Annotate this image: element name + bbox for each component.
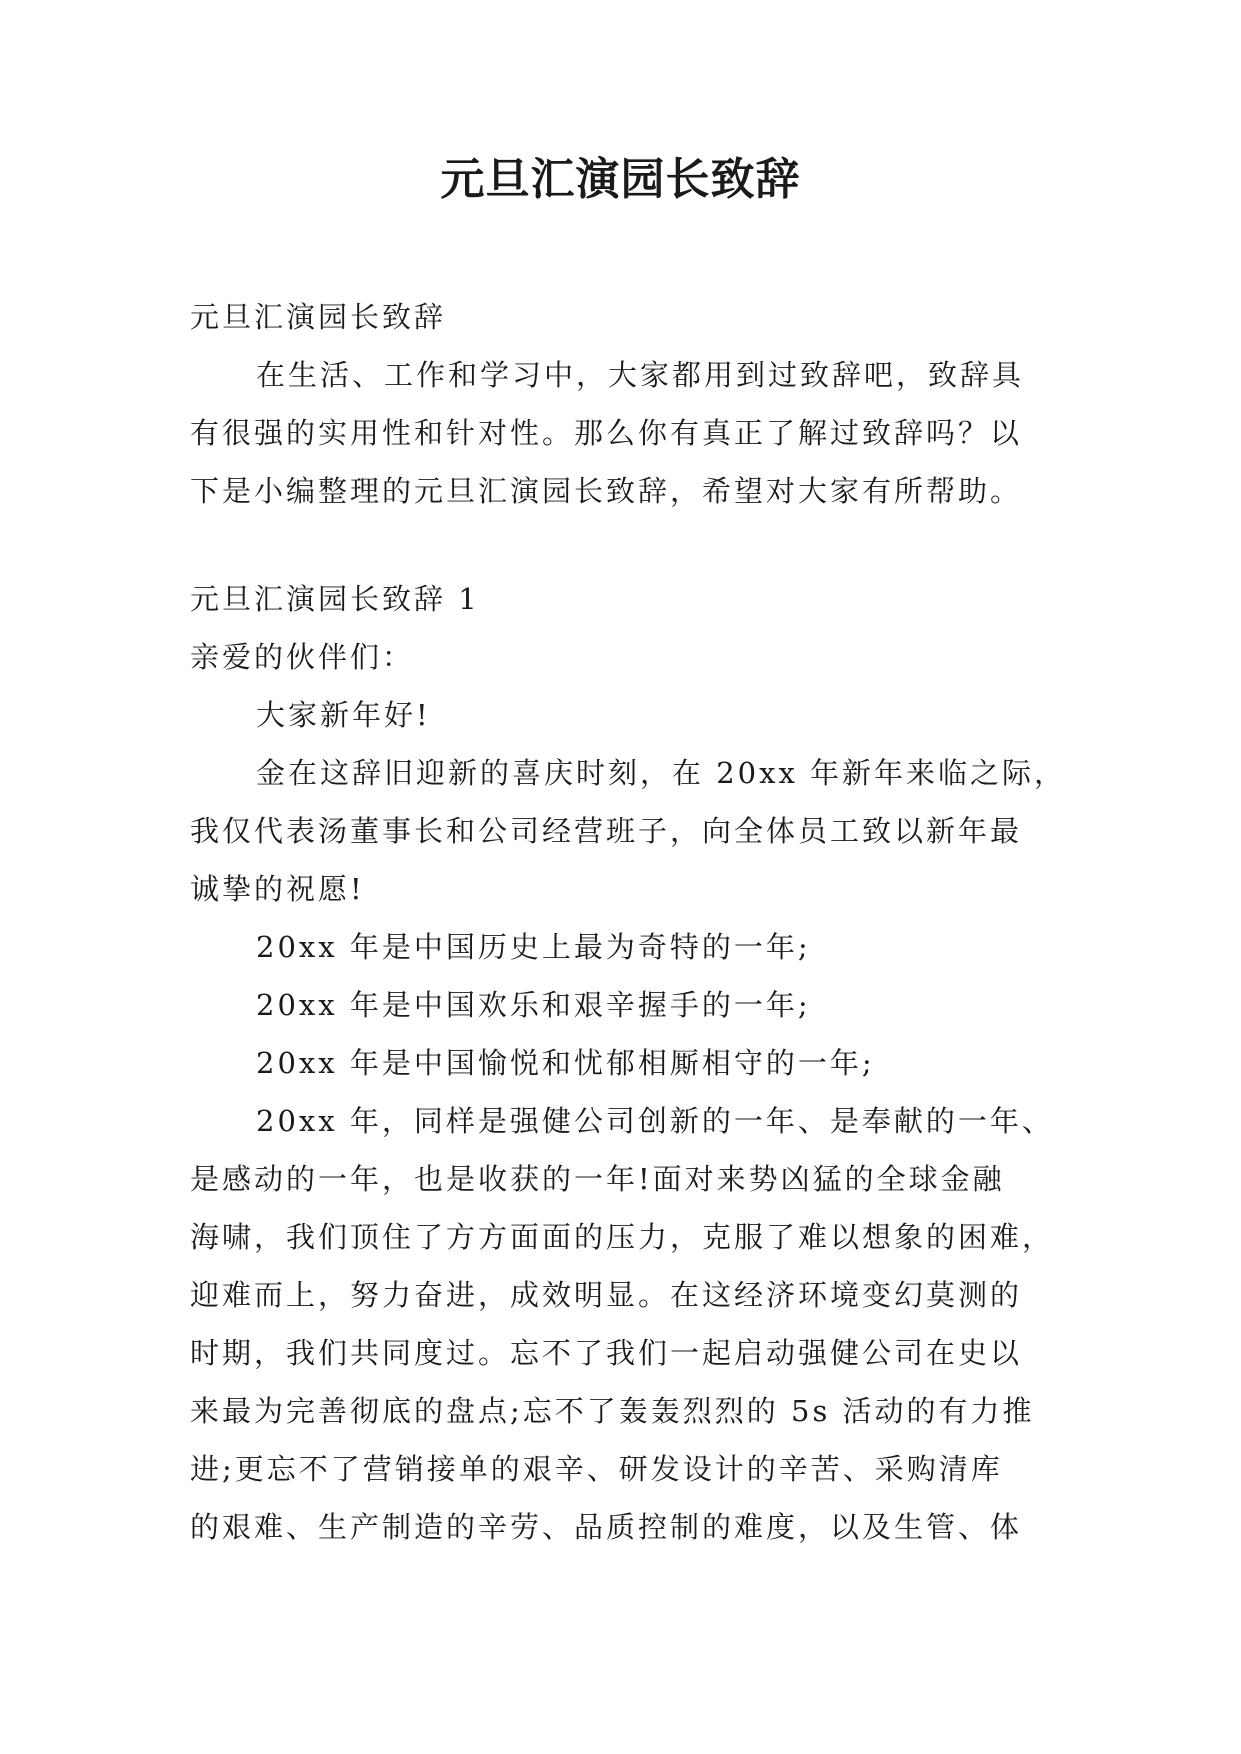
year-line-3: 20xx 年是中国愉悦和忧郁相厮相守的一年; bbox=[256, 1046, 875, 1080]
paragraph-2-line-8: 的艰难、生产制造的辛劳、品质控制的难度，以及生管、体 bbox=[190, 1510, 1023, 1544]
paragraph-2-line-3: 海啸，我们顶住了方方面面的压力，克服了难以想象的困难， bbox=[190, 1220, 1055, 1254]
paragraph-1-line-3: 诚挚的祝愿! bbox=[190, 872, 365, 906]
document-body bbox=[190, 288, 1067, 1556]
intro-line-3: 下是小编整理的元旦汇演园长致辞，希望对大家有所帮助。 bbox=[190, 474, 1023, 508]
section-heading: 元旦汇演园长致辞 1 bbox=[190, 582, 480, 616]
document-title: 元旦汇演园长致辞 bbox=[440, 154, 801, 205]
intro-line-1: 在生活、工作和学习中，大家都用到过致辞吧，致辞具 bbox=[256, 358, 1025, 392]
paragraph-2-line-4: 迎难而上，努力奋进，成效明显。在这经济环境变幻莫测的 bbox=[190, 1278, 1023, 1312]
paragraph-2-line-7: 进;更忘不了营销接单的艰辛、研发设计的辛苦、采购清库 bbox=[190, 1452, 1003, 1486]
paragraph-2-line-5: 时期，我们共同度过。忘不了我们一起启动强健公司在史以 bbox=[190, 1336, 1023, 1370]
paragraph-2-line-1: 20xx 年，同样是强健公司创新的一年、是奉献的一年、 bbox=[256, 1104, 1054, 1138]
paragraph-2-line-6: 来最为完善彻底的盘点;忘不了轰轰烈烈的 5s 活动的有力推 bbox=[190, 1394, 1035, 1428]
year-line-1: 20xx 年是中国历史上最为奇特的一年; bbox=[256, 930, 811, 964]
subtitle: 元旦汇演园长致辞 bbox=[190, 300, 447, 334]
greeting: 大家新年好! bbox=[256, 698, 431, 732]
paragraph-1-line-2: 我仅代表汤董事长和公司经营班子，向全体员工致以新年最 bbox=[190, 814, 1023, 848]
section-spacer bbox=[190, 520, 1060, 570]
paragraph-1-line-1: 金在这辞旧迎新的喜庆时刻，在 20xx 年新年来临之际， bbox=[256, 756, 1067, 790]
salutation: 亲爱的伙伴们： bbox=[190, 640, 415, 674]
year-line-2: 20xx 年是中国欢乐和艰辛握手的一年; bbox=[256, 988, 811, 1022]
paragraph-2-line-2: 是感动的一年，也是收获的一年!面对来势凶猛的全球金融 bbox=[190, 1162, 1005, 1196]
intro-line-2: 有很强的实用性和针对性。那么你有真正了解过致辞吗？以 bbox=[190, 416, 1023, 450]
